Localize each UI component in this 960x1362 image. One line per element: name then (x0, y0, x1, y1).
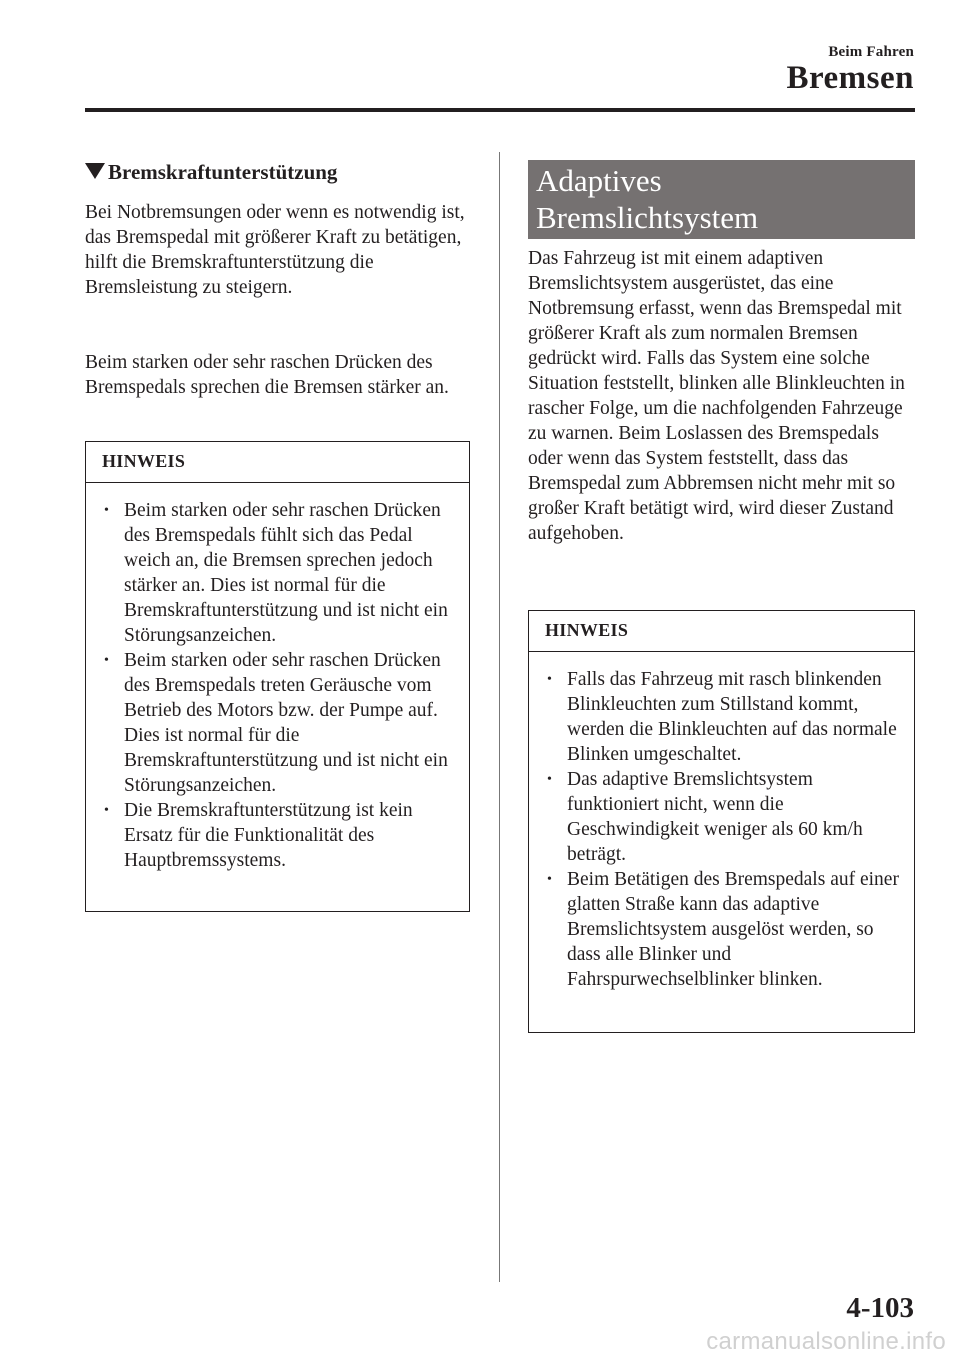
note-list (86, 483, 469, 873)
note-item: • Beim starken oder sehr raschen Drücken des Bremspedals fühlt sich das Pedal weich an, die Bremsen sprechen jedoch stärker an. Dies ist normal für die Bremskraftunterstützung und ist nicht ein Störungsanzeichen. (86, 498, 469, 648)
note-box (85, 441, 470, 912)
subheading-text: Bremskraftunterstützung (108, 160, 338, 184)
note-title: HINWEIS (529, 611, 914, 652)
note-item: • Das adaptive Bremslichtsystem funktioniert nicht, wenn die Geschwindigkeit weniger als 60 km/h beträgt. (529, 767, 914, 867)
note-item: • Falls das Fahrzeug mit rasch blinkenden Blinkleuchten zum Stillstand kommt, werden die Blinkleuchten auf das normale Blinken umgeschaltet. (529, 667, 914, 767)
page-number: 4-103 (846, 1292, 914, 1324)
column-divider (499, 152, 500, 1282)
note-list (529, 652, 914, 992)
note-title: HINWEIS (86, 442, 469, 483)
watermark: carmanualsonline.info (706, 1328, 946, 1355)
header-rule (85, 108, 915, 112)
paragraph: Bei Notbremsungen oder wenn es notwendig ist, das Bremspedal mit größerer Kraft zu betätigen, hilft die Bremskraftunterstützung die Bremsleistung zu steigern. (85, 202, 465, 298)
triangle-down-icon (85, 163, 105, 179)
paragraph: Beim starken oder sehr raschen Drücken des Bremspedals sprechen die Bremsen stärker an. (85, 352, 449, 398)
header-section-label: Beim Fahren (828, 44, 914, 60)
note-item: • Die Bremskraftunterstützung ist kein Ersatz für die Funktionalität des Hauptbremssystems. (86, 798, 469, 873)
note-item: • Beim starken oder sehr raschen Drücken des Bremspedals treten Geräusche vom Betrieb des Motors bzw. der Pumpe auf. Dies ist normal für die Bremskraftunterstützung und ist nicht ein Störungsanzeichen. (86, 648, 469, 798)
section-heading-line: Bremslichtsystem (536, 200, 759, 235)
paragraph: Das Fahrzeug ist mit einem adaptiven Bremslichtsystem ausgerüstet, das eine Notbremsung erfasst, wenn das Bremspedal mit größerer Kraft als zum normalen Bremsen gedrückt wird. Falls das System eine solche Situation feststellt, blinken alle Blinkleuchten in rascher Folge, um die nachfolgenden Fahrzeuge zu warnen. Beim Loslassen des Bremspedals oder wenn das System feststellt, dass das Bremspedal zum Abbremsen nicht mehr mit so großer Kraft betätigt wird, wird dieser Zustand aufgehoben. (528, 248, 905, 544)
note-item: • Beim Betätigen des Bremspedals auf einer glatten Straße kann das adaptive Bremslichtsystem ausgelöst werden, so dass alle Blinker und Fahrspurwechselblinker blinken. (529, 867, 914, 992)
page-title: Bremsen (786, 60, 914, 96)
section-heading-line: Adaptives (536, 163, 662, 198)
note-box (528, 610, 915, 1033)
section-heading (528, 160, 915, 239)
subheading (85, 160, 337, 185)
